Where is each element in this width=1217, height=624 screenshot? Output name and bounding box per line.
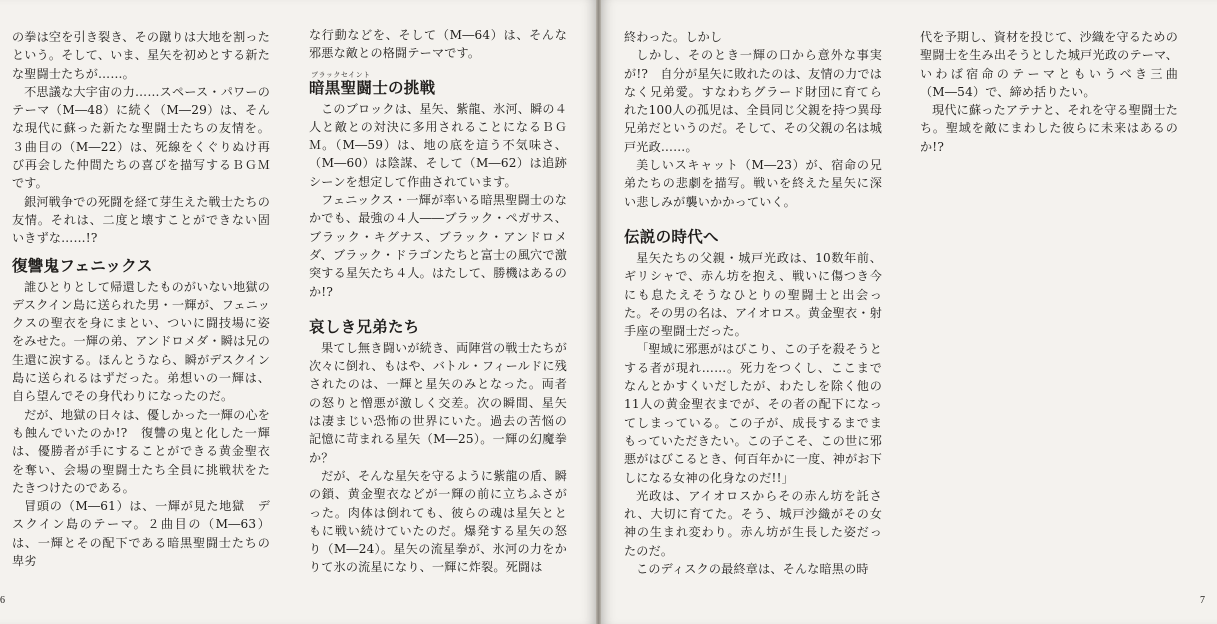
section-heading-brothers: 哀しき兄弟たち <box>309 317 420 336</box>
paragraph: の拳は空を引き裂き、その蹴りは大地を割ったという。そして、いま、星矢を初めとする新たな聖闘士たちが……。 <box>12 30 270 81</box>
left-page <box>0 0 596 624</box>
ruby-annotation: ブラックセイント <box>311 70 371 79</box>
paragraph: 果てし無き闘いが続き、両陣営の戦士たちが次々に倒れ、もはや、バトル・フィールドに残されたのは、一輝と星矢のみとなった。両者の怒りと憎悪が激しく交差。次の瞬間、星矢は凄まじい恐怖の世界にいた。過去の苦悩の記憶に苛まれる星矢（M―25）。一輝の幻魔拳か？ <box>309 340 567 465</box>
paragraph: フェニックス・一輝が率いる暗黒聖闘士のなかでも、最強の４人――ブラック・ペガサス、ブラック・キグナス、ブラック・アンドロメダ、ブラック・ドラゴンたちと富士の風穴で激突する星矢たち４人。はたして、勝機はあるのか!? <box>309 193 567 299</box>
paragraph: 銀河戦争での死闘を経て芽生えた戦士たちの友情。それは、二度と壊すことができない固いきずな……!? <box>12 194 270 246</box>
heading-block <box>309 71 567 98</box>
paragraph: このディスクの最終章は、そんな暗黒の時 <box>636 562 869 577</box>
paragraph: 美しいスキャット（M―23）が、宿命の兄弟たちの悲劇を描写。戦いを終えた星矢に深い悲しみが襲いかかっていく。 <box>624 158 882 209</box>
right-page <box>601 0 1217 624</box>
page-number-right: 7 <box>1200 595 1205 606</box>
section-heading-legend: 伝説の時代へ <box>624 227 719 246</box>
paragraph: だが、地獄の日々は、優しかった一輝の心をも蝕んでいたのか!? 復讐の鬼と化した一輝は、優勝者が手にすることができる黄金聖衣を奪い、会場の聖闘士たち全員に挑戦状をたたきつけたのである。 <box>12 407 270 495</box>
paragraph: 現代に蘇ったアテナと、それを守る聖闘士たち。聖域を敵にまわした彼らに未来はあるのか!? <box>920 103 1178 154</box>
right-column-1 <box>624 28 882 578</box>
paragraph: 星矢たちの父親・城戸光政は、10数年前、ギリシャで、赤ん坊を抱え、戦いに傷つき今にも息たえそうなひとりの聖闘士と出会った。その男の名は、アイオロス。黄金聖衣・射手座の聖闘士だった。 <box>624 250 882 339</box>
paragraph: な行動などを、そして（M―64）は、そんな邪悪な敵との格闘テーマです。 <box>309 28 567 61</box>
paragraph: このブロックは、星矢、紫龍、氷河、瞬の４人と敵との対決に多用されることになるＢＧＭ。（M―59）は、地の底を這う不気味さ、（M―60）は陰謀、そして（M―62）は追跡シーンを想定して作曲されています。 <box>309 101 567 189</box>
paragraph: だが、そんな星矢を守るように紫龍の盾、瞬の鎖、黄金聖衣などが一輝の前に立ちふさがった。肉体は倒れても、彼らの魂は星矢とともに戦い続けていたのだ。爆発する星矢の怒り（M―24）。星矢の流星拳が、氷河の力をかりて氷の流星になり、一輝に炸裂。死闘は <box>309 468 567 575</box>
paragraph: 誰ひとりとして帰還したものがいない地獄のデスクイン島に送られた男・一輝が、フェニックスの聖衣を身にまとい、ついに闘技場に姿をみせた。一輝の弟、アンドロメダ・瞬は兄の生還に涙する。ほんとうなら、瞬がデスクイン島に送られるはずだった。弟想いの一輝は、自ら望んでその身代わりになったのだ。 <box>12 279 270 404</box>
left-column-1 <box>12 28 270 570</box>
section-heading-black-saints: 暗黒聖闘士の挑戦 <box>309 78 436 97</box>
paragraph: 代を予期し、資材を投じて、沙織を守るための聖闘士を生み出そうとした城戸光政のテーマ、いわば宿命のテーマともいうべき三曲（M―54）で、締め括りたい。 <box>920 30 1178 99</box>
paragraph: 終わった。しかし <box>624 30 723 44</box>
paragraph: 「聖域に邪悪がはびこり、この子を殺そうとする者が現れ……。死力をつくし、ここまでなんとかすくいだしたが、わたしを除く他の11人の黄金聖衣までが、その者の配下になってしまっている。この子が、成長するまでまもっていただきたい。この子こそ、この世に邪悪がはびこるとき、何百年かに一度、神がお下しになる女神の化身なのだ!!」 <box>624 342 882 485</box>
section-heading-phoenix: 復讐鬼フェニックス <box>12 256 153 275</box>
right-column-2 <box>920 28 1178 156</box>
paragraph: 光政は、アイオロスからその赤ん坊を託され、大切に育てた。そう、城戸沙織がその女神の生まれ変わり。赤ん坊が生長した姿だったのだ。 <box>624 488 882 558</box>
paragraph: しかし、そのとき一輝の口から意外な事実が!? 自分が星矢に敗れたのは、友情の力ではなく兄弟愛。すなわちグラード財団に育てられた100人の孤児は、全員同じ父親を持つ異母兄弟だというのだ。そして、その父親の名は城戸光政……。 <box>624 48 882 154</box>
paragraph: 不思議な大宇宙の力……スペース・パワーのテーマ（M―48）に続く（M―29）は、そんな現代に蘇った新たな聖闘士たちの友情を。３曲目の（M―22）は、死線をくぐりぬけ再び再会した仲間たちの喜びを描写するＢＧＭです。 <box>12 84 270 191</box>
page-number-left: 6 <box>0 595 5 606</box>
left-column-2 <box>309 26 567 577</box>
paragraph: 冒頭の（M―61）は、一輝が見た地獄 デスクイン島のテーマ。２曲目の（M―63）は、一輝とその配下である暗黒聖闘士たちの卑劣 <box>12 499 270 569</box>
